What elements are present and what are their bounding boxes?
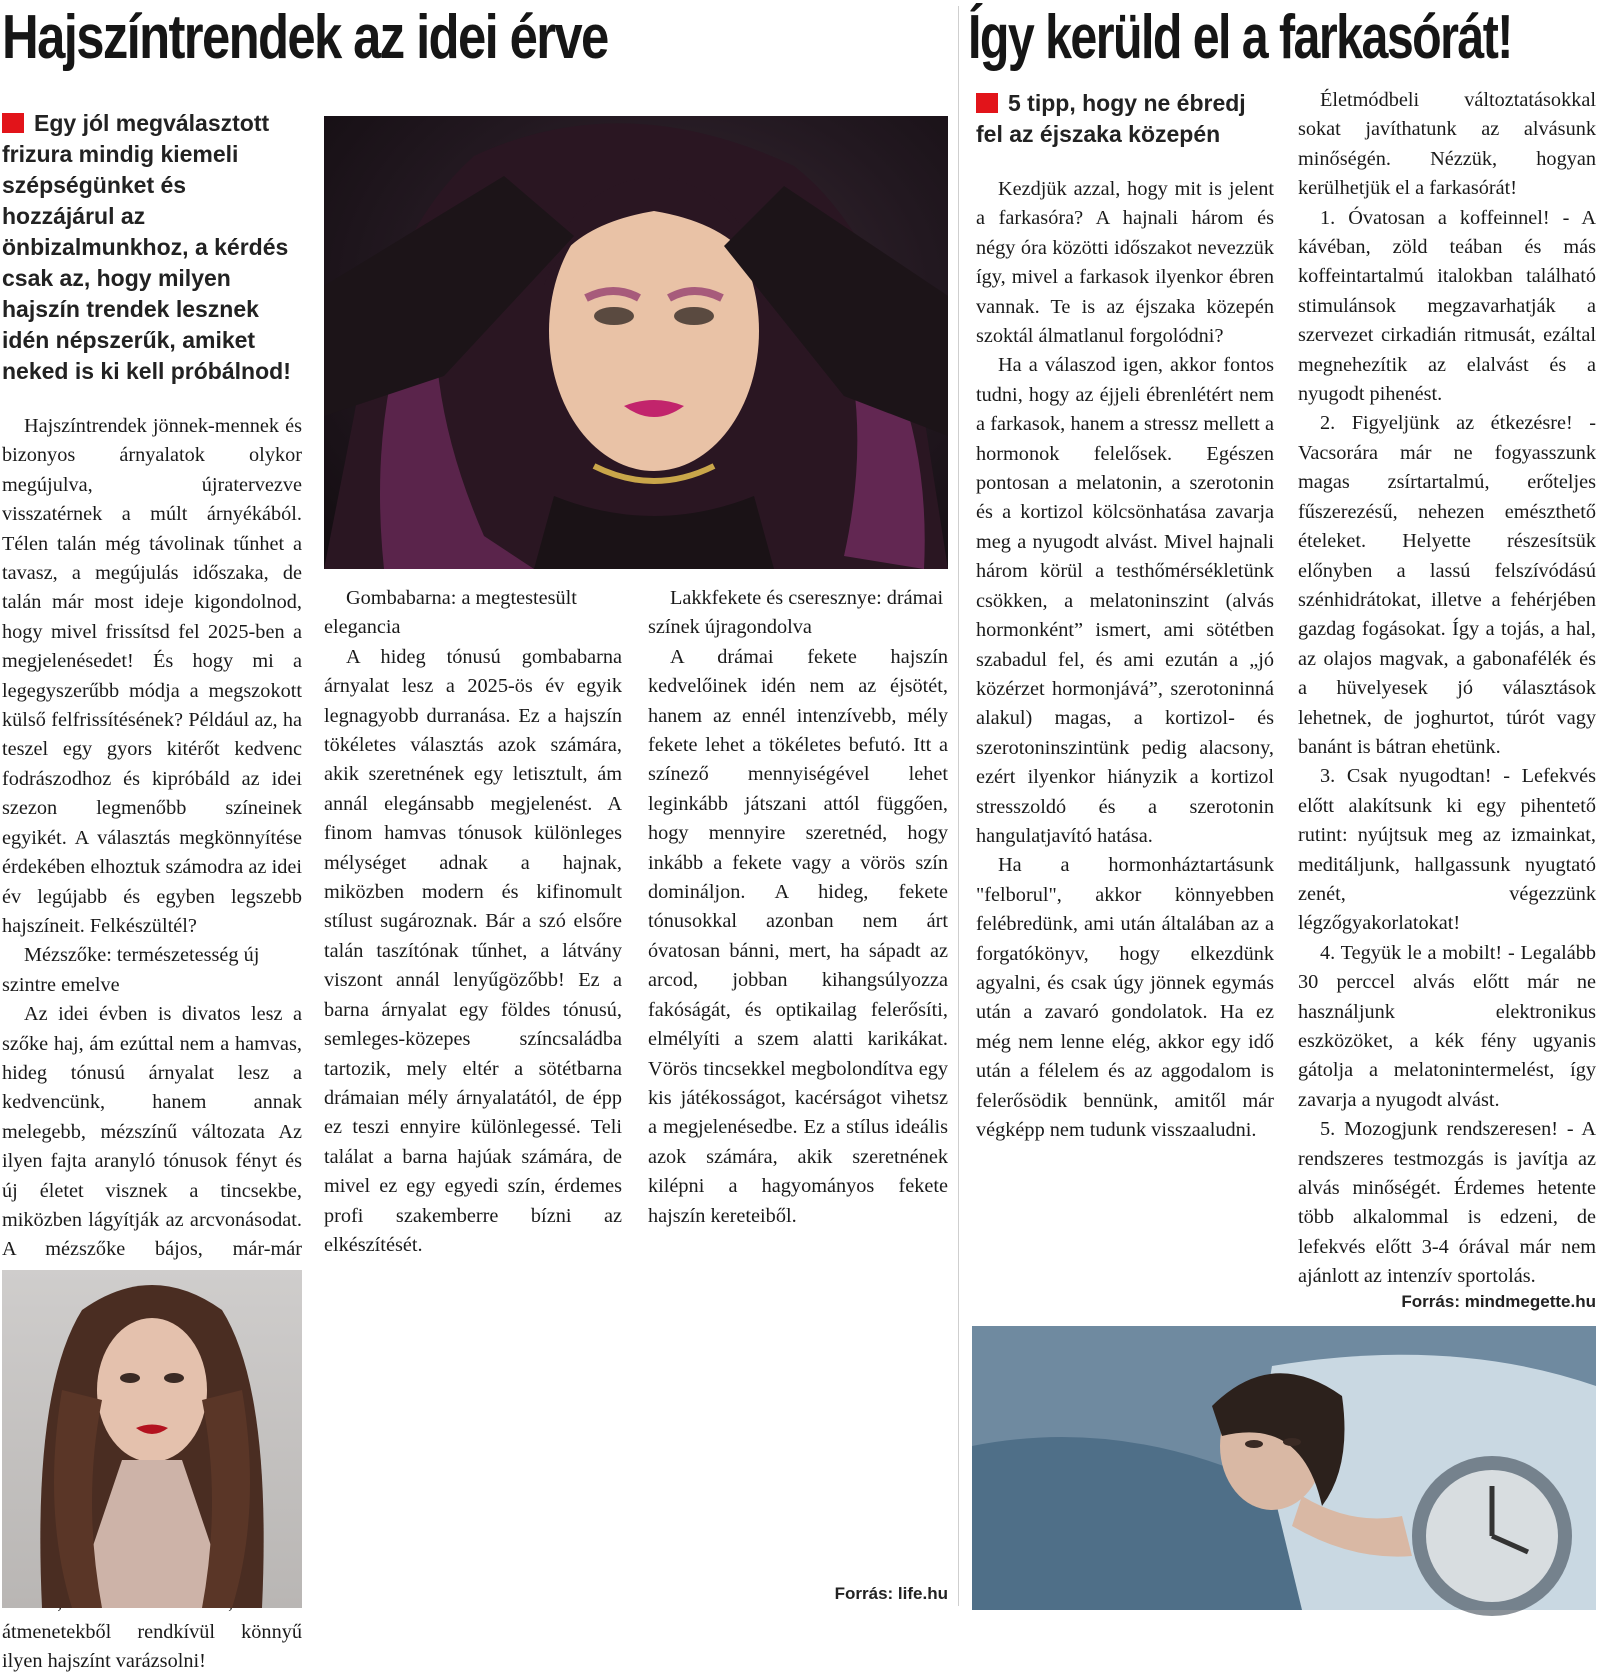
right-lead <box>976 88 1276 150</box>
left-article-column-3 <box>648 584 948 1584</box>
tip-4: 4. Tegyük le a mobilt! - Legalább 30 perccel alvás előtt már ne használjunk elektronikus eszközöket, a kék fény ugyanis gátolja a melatonintermelést, így zavarja a nyugodt alvást. <box>1298 941 1596 1111</box>
left-source: Forrás: life.hu <box>834 1584 948 1603</box>
right-paragraph-1: Kezdjük azzal, hogy mit is jelent a farkasóra? A hajnali három és négy óra közötti időszakot nevezzük így, mivel a farkasok ilyenkor ébren vannak. Te is az éjszaka közepén szoktál álmatlanul forgolódni? <box>976 178 1274 348</box>
left-paragraph-gombabarna: A hideg tónusú gombabarna árnyalat lesz a 2025-ös év egyik legnagyobb durranása. Ez a hajszín tökéletes választás azok számára, akik szeretnének egy letisztult, ám annál elegánsabb megjelenést. A finom hamvas tónusok különleges mélységet adnak a hajnak, miközben modern és kifinomult stílust sugároznak. Bár a szó elsőre talán taszítónak tűnhet, a látvány viszont annál lenyűgözőbb! Ez a barna árnyalat egy földes tónusú, semleges-közepes színcsaládba tartozik, mely eltér a sötétbarna drámaian mély árnyalatától, de épp ez teszi ennyire különlegessé. Teli találat a barna hajúak számára, de mivel ez egy egyedi szín, érdemes profi szakemberre bízni az elkészítését. <box>324 645 622 1256</box>
right-paragraph-4: Életmódbeli változtatásokkal sokat javíthatunk az alvásunk minőségén. Nézzük, hogyan kerülhetjük el a farkasórát! <box>1298 89 1596 200</box>
sleepless-woman-photo <box>972 1326 1596 1610</box>
left-paragraph-lakkfekete: A drámai fekete hajszín kedvelőinek idén nem az éjsötét, hanem az ennél intenzívebb, mély fekete lehet a tökéletes befutó. Itt a színező mennyiségével lehet leginkább játszani attól függően, hogy mennyire szeretnéd, hogy inkább a fekete vagy a vörös szín domináljon. A hideg, fekete tónusokkal azonban nem árt óvatosan bánni, mert, ha sápadt az arcod, jobban kihangsúlyozza fakóságát, és optikailag felerősíti, elmélyíti a szem alatti karikákat. Vörös tincsekkel megbolondítva egy kis játékosságot, kacérságot vihetsz a megjelenésedbe. Ez a stílus ideális azok számára, akik szeretnének kilépni a hagyományos fekete hajszín kereteiből. <box>648 645 948 1227</box>
left-lead <box>2 108 294 387</box>
subheading-mezszoke: Mézszőke: természetesség új szintre emelve <box>2 944 260 996</box>
tip-2: 2. Figyeljünk az étkezésre! - Vacsorára már ne fogyasszunk magas zsírtartalmú, erőteljes fűszerezésű, nehezen emészthető ételeket. Helyette részesítsük előnyben a lassú felszívódású szénhidrátokat, illetve a fehérjében gazdag fogásokat. Így a tojás, a hal, az olajos magvak, a gabonafélék és a hüvelyesek jó választások lehetnek, de joghurtot, túrót vagy banánt is bátran ehetünk. <box>1298 412 1596 758</box>
left-headline: Hajszíntrendek az idei érve <box>2 3 608 72</box>
column-divider <box>958 6 959 1606</box>
left-paragraph-intro: Hajszíntrendek jönnek-mennek és bizonyos árnyalatok olykor megújulva, újratervezve visszatérnek a múlt árnyékából. Télen talán még távolinak tűnhet a tavasz, a megújulás időszaka, de talán már most ideje kigondolnod, hogy mivel frissítsd fel 2025-ben a megjelenésedet! És hogy mi a legegyszerűbb módja a megszokott külső felfrissítésének? Például az, ha teszel egy gyors kitérőt kedvenc fodrászodhoz és kipróbáld az idei szezon legmenőbb színeinek egyikét. A választás megkönnyítése érdekében elhoztuk számodra az idei év legújabb és egyben legszebb hajszíneit. Felkészültél? <box>2 415 302 937</box>
left-article-column-2 <box>324 584 622 1608</box>
left-lead-text: Egy jól megválasztott frizura mindig kiemeli szépségünket és hozzájárul az önbizalmunkhoz, a kérdés csak az, hogy milyen hajszín trendek lesznek idén népszerűk, amiket neked is ki kell próbálnod! <box>2 110 291 384</box>
subheading-gombabarna: Gombabarna: a megtestesült elegancia <box>324 587 577 639</box>
right-source: Forrás: mindmegette.hu <box>1401 1292 1596 1311</box>
left-article-column-1 <box>2 412 302 1673</box>
hair-color-photo <box>324 116 948 569</box>
tip-5: 5. Mozogjunk rendszeresen! - A rendszeres testmozgás is javítja az alvás minőségét. Érdemes hetente több alkalommal is edzeni, de lefekvés előtt 3-4 órával már nem ajánlott az intenzív sportolás. <box>1298 1118 1596 1288</box>
right-paragraph-2: Ha a válaszod igen, akkor fontos tudni, hogy az éjjeli ébrenlétért nem a farkasok, hanem a stressz mellett a hormonok felelősek. Egészen pontosan a melatonin, a szerotonin és a kortizol kölcsönhatása zavarja meg a nyugodt alvást. Mivel hajnali három körül a testhőmérsékletünk csökken, a melatoninszint (alvás hormonként” ismert, ami sötétben szabadul fel, és ami ezután a „jó közérzet hormonjává”, szerotoninná alakul) magas, a kortizol- és szerotoninszintünk pedig alacsony, ezért ilyenkor hiányzik a kortizol stresszoldó és a szerotonin hangulatjavító hatása. <box>976 354 1274 847</box>
red-square-bullet-icon <box>2 113 24 133</box>
right-lead-text: 5 tipp, hogy ne ébredj fel az éjszaka közepén <box>976 90 1246 147</box>
right-paragraph-3: Ha a hormonháztartásunk "felborul", akkor könnyebben felébredünk, ami után általában az a forgatókönyv, hogy elkezdünk agyalni, és csak úgy jönnek egymás után a zavaró gondolatok. Ha ez még nem lenne elég, akkor egy idő után a félelem és az aggodalom is felerősödik bennünk, amitől már végképp nem tudunk visszaaludni. <box>976 854 1274 1141</box>
right-article-column-2 <box>1298 86 1596 1296</box>
tip-3: 3. Csak nyugodtan! - Lefekvés előtt alakítsunk ki egy pihentető rutint: nyújtsuk meg az izmainkat, meditáljunk, hallgassunk nyugtató zenét, végezzünk légzőgyakorlatokat! <box>1298 765 1596 935</box>
right-headline: Így kerüld el a farkasórát! <box>968 3 1512 72</box>
tip-1: 1. Óvatosan a koffeinnel! - A kávéban, zöld teában és más koffeintartalmú italokban található stimulánsok megzavarhatják a szervezet cirkadián ritmusát, ezáltal megnehezítik az elalvást és a nyugodt pihenést. <box>1298 206 1596 406</box>
red-square-bullet-icon <box>976 93 998 113</box>
right-article-column-1 <box>976 175 1274 1320</box>
brown-hair-photo <box>2 1270 302 1608</box>
left-paragraph-mezszoke: Az idei évben is divatos lesz a szőke haj, ám ezúttal nem a hamvas, hideg tónusú árnyalat lesz a kedvencünk, hanem annak melegebb, mézszínű változata Az ilyen fajta aranyló tónusok fényt és új életet visznek a tincsekbe, miközben lágyítják az arcvonásodat. A mézszőke bájos, már-már átmenetekből rendkívül könnyű ilyen hajszínt varázsolni! <box>2 1003 302 1673</box>
subheading-lakkfekete: Lakkfekete és cseresznye: drámai színek újragondolva <box>648 587 944 639</box>
